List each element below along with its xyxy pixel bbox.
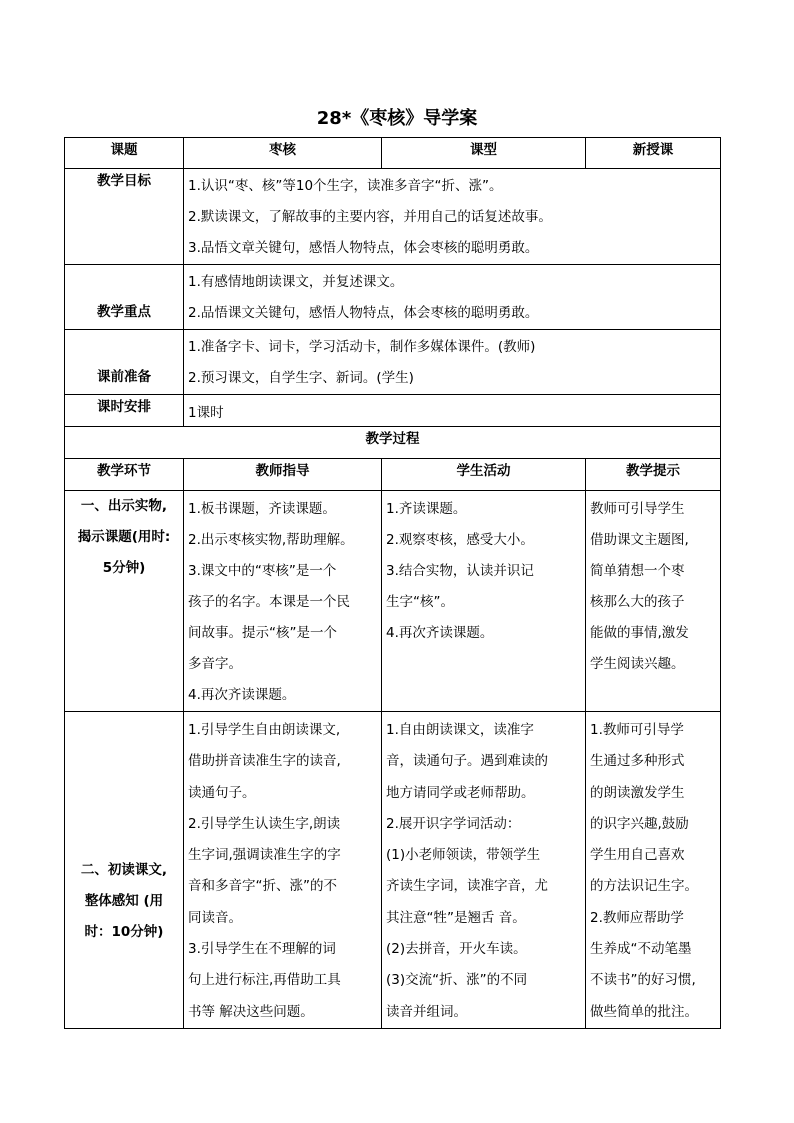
header-student: 学生活动 [382, 459, 586, 491]
student-line: 2.展开识字学词活动： [386, 815, 521, 832]
preparation-item: 2.预习课文，自学生字、新词。(学生) [188, 370, 414, 386]
teacher-line: 读通句子。 [188, 784, 256, 801]
student-line: (3)交流“折、涨”的不同 [386, 972, 528, 989]
tip-line: 教师可引导学生 [590, 501, 685, 517]
tip-line: 生养成“不动笔墨 [590, 941, 692, 958]
student-activity [382, 491, 586, 712]
tip-line: 1.教师可引导学 [590, 722, 684, 738]
key-point-item: 2.品悟课文关键句，感悟人物特点，体会枣核的聪明勇敢。 [188, 305, 539, 321]
teacher-line: 句上进行标注,再借助工具 [188, 972, 341, 989]
stage-row [65, 491, 721, 712]
teacher-guidance [184, 712, 382, 1029]
tip-line: 借助课文主题图, [590, 532, 689, 548]
key-points-label: 教学重点 [65, 265, 184, 330]
stage-name [65, 491, 184, 712]
process-header-row [65, 459, 721, 491]
schedule-row [65, 395, 721, 427]
tip-line: 核那么大的孩子 [590, 594, 685, 610]
teacher-guidance [184, 491, 382, 712]
stage-name-line: 整体感知 (用 [84, 892, 164, 909]
objectives-content [184, 169, 721, 265]
stage-name-line: 5分钟) [102, 560, 146, 576]
preparation-item: 1.准备字卡、词卡，学习活动卡，制作多媒体课件。(教师) [188, 339, 536, 355]
student-line: 生字“核”。 [386, 594, 454, 610]
student-line: 1.齐读课题。 [386, 501, 467, 517]
header-stage: 教学环节 [65, 459, 184, 491]
student-line: 其注意“牲”是翘舌 音。 [386, 909, 526, 926]
key-points-content [184, 265, 721, 330]
objective-item: 3.品悟文章关键句，感悟人物特点，体会枣核的聪明勇敢。 [188, 240, 539, 256]
tip-line: 能做的事情,激发 [590, 625, 689, 641]
header-tips: 教学提示 [586, 459, 721, 491]
schedule-value: 1课时 [184, 395, 721, 427]
tip-line: 学生用自己喜欢 [590, 847, 685, 864]
type-value: 新授课 [586, 138, 721, 169]
teaching-tips [586, 491, 721, 712]
teacher-line: 3.课文中的“枣核”是一个 [188, 563, 337, 579]
student-line: 3.结合实物，认读并识记 [386, 563, 534, 579]
objective-item: 1.认识“枣、核”等10个生字，读准多音字“折、涨”。 [188, 178, 503, 194]
teacher-line: 孩子的名字。本课是一个民 [188, 594, 350, 610]
preparation-content [184, 330, 721, 395]
teacher-line: 间故事。提示“核”是一个 [188, 625, 337, 641]
teacher-line: 音和多音字“折、涨”的不 [188, 878, 337, 895]
stage-name-line: 揭示课题(用时: [77, 529, 171, 545]
stage-row [65, 712, 721, 1029]
stage-name-line: 二、初读课文, [80, 861, 168, 878]
student-activity [382, 712, 586, 1029]
student-line: 4.再次齐读课题。 [386, 625, 494, 641]
stage-name-line: 一、出示实物, [80, 498, 168, 514]
teacher-line: 1.引导学生自由朗读课文, [188, 722, 341, 738]
teacher-line: 借助拼音读准生字的读音, [188, 753, 341, 770]
teacher-line: 书等 解决这些问题。 [188, 1003, 314, 1020]
tip-line: 生通过多种形式 [590, 753, 685, 770]
process-title: 教学过程 [65, 427, 721, 459]
tip-line: 2.教师应帮助学 [590, 909, 684, 926]
tip-line: 做些简单的批注。 [590, 1003, 698, 1020]
header-teacher: 教师指导 [184, 459, 382, 491]
preparation-label: 课前准备 [65, 330, 184, 395]
teacher-line: 1.板书课题，齐读课题。 [188, 501, 336, 517]
tip-line: 不读书”的好习惯, [590, 972, 696, 989]
student-line: 读音并组词。 [386, 1003, 467, 1020]
info-row [65, 138, 721, 169]
student-line: 1.自由朗读课文，读准字 [386, 722, 534, 738]
process-title-row [65, 427, 721, 459]
preparation-row [65, 330, 721, 395]
stage-name-line: 时：10分钟) [84, 923, 164, 940]
teaching-tips [586, 712, 721, 1029]
teacher-line: 3.引导学生在不理解的词 [188, 941, 336, 958]
objective-item: 2.默读课文，了解故事的主要内容，并用自己的话复述故事。 [188, 209, 552, 225]
stage-name [65, 712, 184, 1029]
teacher-line: 4.再次齐读课题。 [188, 687, 296, 703]
teacher-line: 2.出示枣核实物,帮助理解。 [188, 532, 354, 548]
tip-line: 的识字兴趣,鼓励 [590, 815, 689, 832]
teacher-line: 2.引导学生认读生字,朗读 [188, 815, 341, 832]
tip-line: 的朗读激发学生 [590, 784, 685, 801]
teacher-line: 生字词,强调读准生字的字 [188, 847, 341, 864]
student-line: (2)去拼音，开火车读。 [386, 941, 527, 958]
key-point-item: 1.有感情地朗读课文，并复述课文。 [188, 274, 404, 290]
student-line: 齐读生字词，读准字音，尤 [386, 878, 548, 895]
lesson-plan-table [64, 137, 721, 1029]
objectives-label: 教学目标 [65, 169, 184, 265]
key-points-row [65, 265, 721, 330]
tip-line: 的方法识记生字。 [590, 878, 698, 895]
student-line: 音，读通句子。遇到难读的 [386, 753, 548, 770]
document-title: 28*《枣核》导学案 [316, 108, 478, 129]
tip-line: 学生阅读兴趣。 [590, 656, 685, 672]
objectives-row [65, 169, 721, 265]
schedule-label: 课时安排 [65, 395, 184, 427]
teacher-line: 多音字。 [188, 656, 242, 672]
student-line: 地方请同学或老师帮助。 [386, 784, 535, 801]
topic-label: 课题 [65, 138, 184, 169]
student-line: 2.观察枣核，感受大小。 [386, 532, 534, 548]
topic-value: 枣核 [184, 138, 382, 169]
type-label: 课型 [382, 138, 586, 169]
tip-line: 简单猜想一个枣 [590, 563, 685, 579]
student-line: (1)小老师领读，带领学生 [386, 847, 541, 864]
teacher-line: 同读音。 [188, 909, 242, 926]
